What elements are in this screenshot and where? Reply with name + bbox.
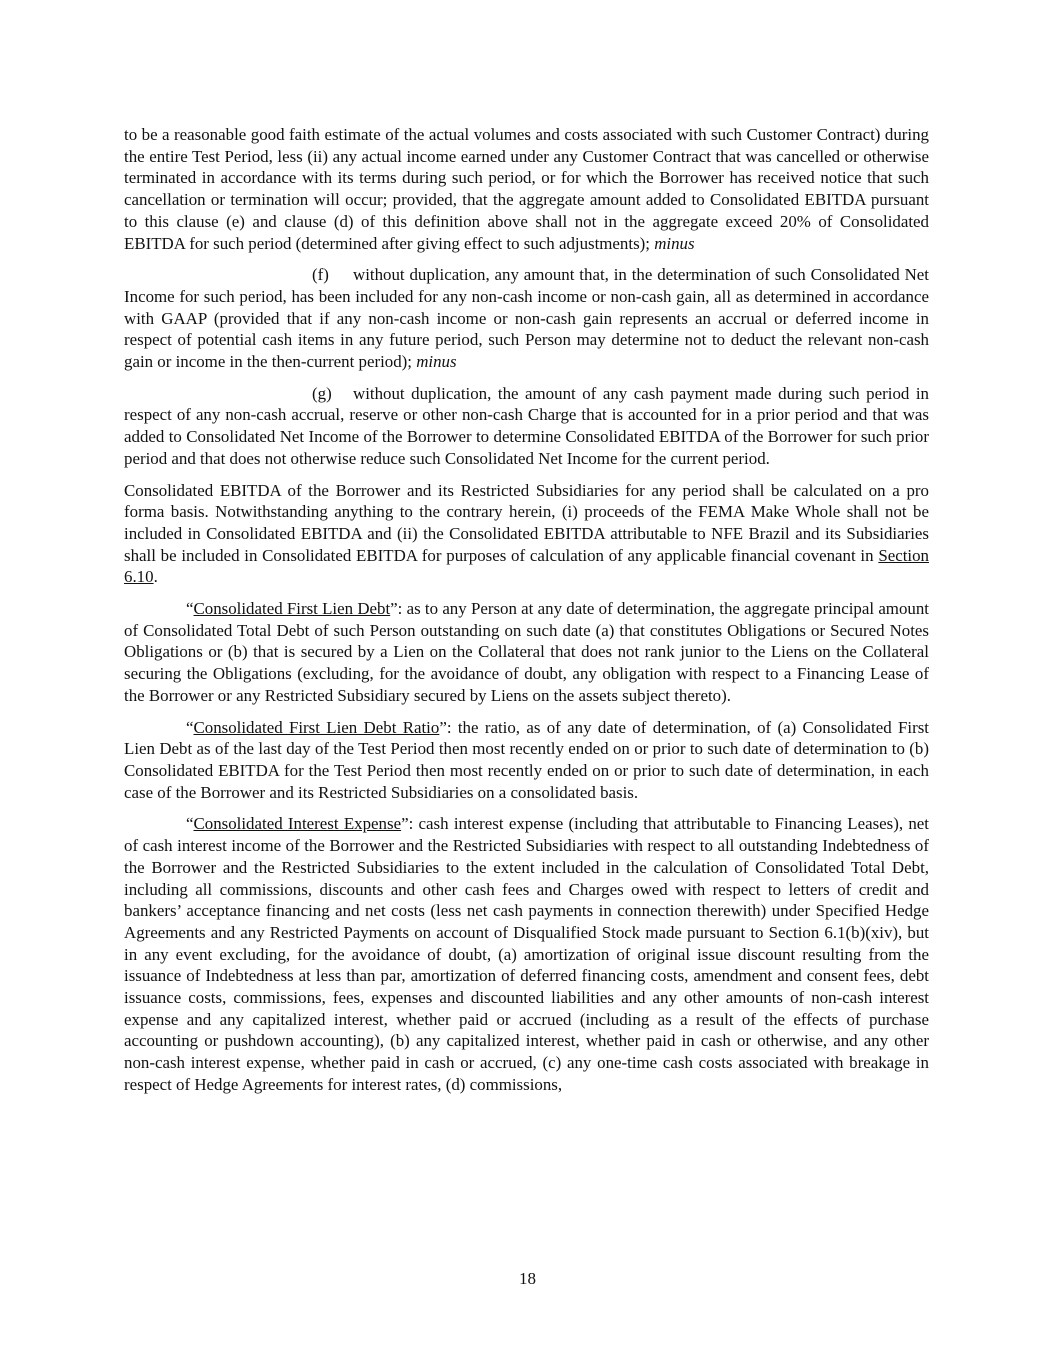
defined-term: Consolidated Interest Expense [193, 814, 402, 834]
clause-f-label: (f) [312, 265, 329, 285]
clause-e-text: to be a reasonable good faith estimate of the actual volumes and costs associated with such Customer Contract) during the entire Test Period, less (ii) any actual income earned under any Customer Contract that was cancelled or otherwise terminated in accordance with its terms during such period, or for which the Borrower has received notice that such cancellation or termination will occur; provided, that the aggregate amount added to Consolidated EBITDA pursuant to this clause (e) and clause (d) of this definition above shall not in the aggregate exceed 20% of Consolidated EBITDA for such period (determined after giving effect to such adjustments); [124, 125, 929, 253]
page-number: 18 [519, 1269, 536, 1288]
clause-g-label: (g) [312, 383, 332, 403]
minus-connector: minus [416, 352, 457, 372]
defined-term: Consolidated First Lien Debt Ratio [193, 717, 440, 737]
definition-consolidated-interest-expense [124, 813, 929, 1095]
definition-text: : cash interest expense (including that attributable to Financing Leases), net of cash interest income of the Borrower and the Restricted Subsidiaries with respect to all outstanding Indebtedness of the Borrower and the Restricted Subsidiaries to the extent included in the calculation of Consolidated Total Debt, including all commissions, discounts and other cash fees and Charges owed with respect to letters of credit and bankers’ acceptance financing and net costs (less net cash payments in connection therewith) under Specified Hedge Agreements and any Restricted Payments on account of Disqualified Stock made pursuant to Section 6.1(b)(xiv), but in any event excluding, for the avoidance of doubt, (a) amortization of original issue discount resulting from the issuance of Indebtedness at less than par, amortization of deferred financing costs, amendment and consent fees, debt issuance costs, commissions, fees, expenses and discounted liabilities and any other amounts of non-cash interest expense and any capitalized interest, whether paid or accrued (including as a result of the effects of purchase accounting or pushdown accounting), (b) any capitalized interest, whether paid in cash or otherwise, and any other non-cash interest expense, whether paid in cash or accrued, (c) any one-time cash costs associated with breakage in respect of Hedge Agreements for interest rates, (d) commissions, [124, 814, 929, 1094]
clause-f [124, 264, 929, 373]
definition-consolidated-first-lien-debt [124, 598, 929, 707]
ebitda-paragraph-end: . [153, 567, 158, 587]
open-quote: “ [186, 599, 194, 619]
minus-connector: minus [654, 233, 695, 253]
definition-text: : as to any Person at any date of determination, the aggregate principal amount of Consolidated Total Debt of such Person outstanding on such date (a) that constitutes Obligations or Secured Notes Obligations or (b) that is secured by a Lien on the Collateral that does not rank junior to the Liens on the Collateral securing the Obligations (excluding, for the avoidance of doubt, any obligation with respect to a Financing Lease of the Borrower or any Restricted Subsidiary secured by Liens on the assets subject thereto). [124, 599, 929, 705]
definition-consolidated-first-lien-debt-ratio [124, 717, 929, 804]
ebitda-paragraph-text: Consolidated EBITDA of the Borrower and its Restricted Subsidiaries for any period shall be calculated on a pro forma basis. Notwithstanding anything to the contrary herein, (i) proceeds of the FEMA Make Whole shall not be included in Consolidated EBITDA and (ii) the Consolidated EBITDA attributable to NFE Brazil and its Subsidiaries shall be included in Consolidated EBITDA for purposes of calculation of any applicable financial covenant in [124, 480, 929, 565]
open-quote: “ [186, 717, 194, 737]
open-quote: “ [186, 814, 194, 834]
section-6-10-reference: Section 6.10 [124, 545, 929, 587]
clause-f-text: without duplication, any amount that, in the determination of such Consolidated Net Income for such period, has been included for any non-cash income or non-cash gain, all as determined in accordance with GAAP (provided that if any non-cash income or non-cash gain represents an accrual or deferred income in respect of potential cash items in any future period, such Person may determine not to deduct the relevant non-cash gain or income in the then-current period); [124, 265, 929, 372]
clause-e-continuation [124, 124, 929, 254]
clause-g [124, 383, 929, 470]
document-page [124, 124, 929, 1106]
ebitda-pro-forma-paragraph [124, 480, 929, 589]
close-quote: ” [439, 717, 447, 737]
close-quote: ” [401, 814, 409, 834]
close-quote: ” [390, 599, 398, 619]
defined-term: Consolidated First Lien Debt [193, 599, 391, 619]
definition-text: : the ratio, as of any date of determination, of (a) Consolidated First Lien Debt as of the last day of the Test Period then most recently ended on or prior to such date of determination to (b) Consolidated EBITDA for the Test Period then most recently ended on or prior to such date of determination, in each case of the Borrower and its Restricted Subsidiaries on a consolidated basis. [124, 717, 929, 802]
clause-g-text: without duplication, the amount of any cash payment made during such period in respect of any non-cash accrual, reserve or other non-cash Charge that is accounted for in a prior period and that was added to Consolidated Net Income of the Borrower to determine Consolidated EBITDA of the Borrower for such prior period and that does not otherwise reduce such Consolidated Net Income for the current period. [124, 383, 929, 468]
